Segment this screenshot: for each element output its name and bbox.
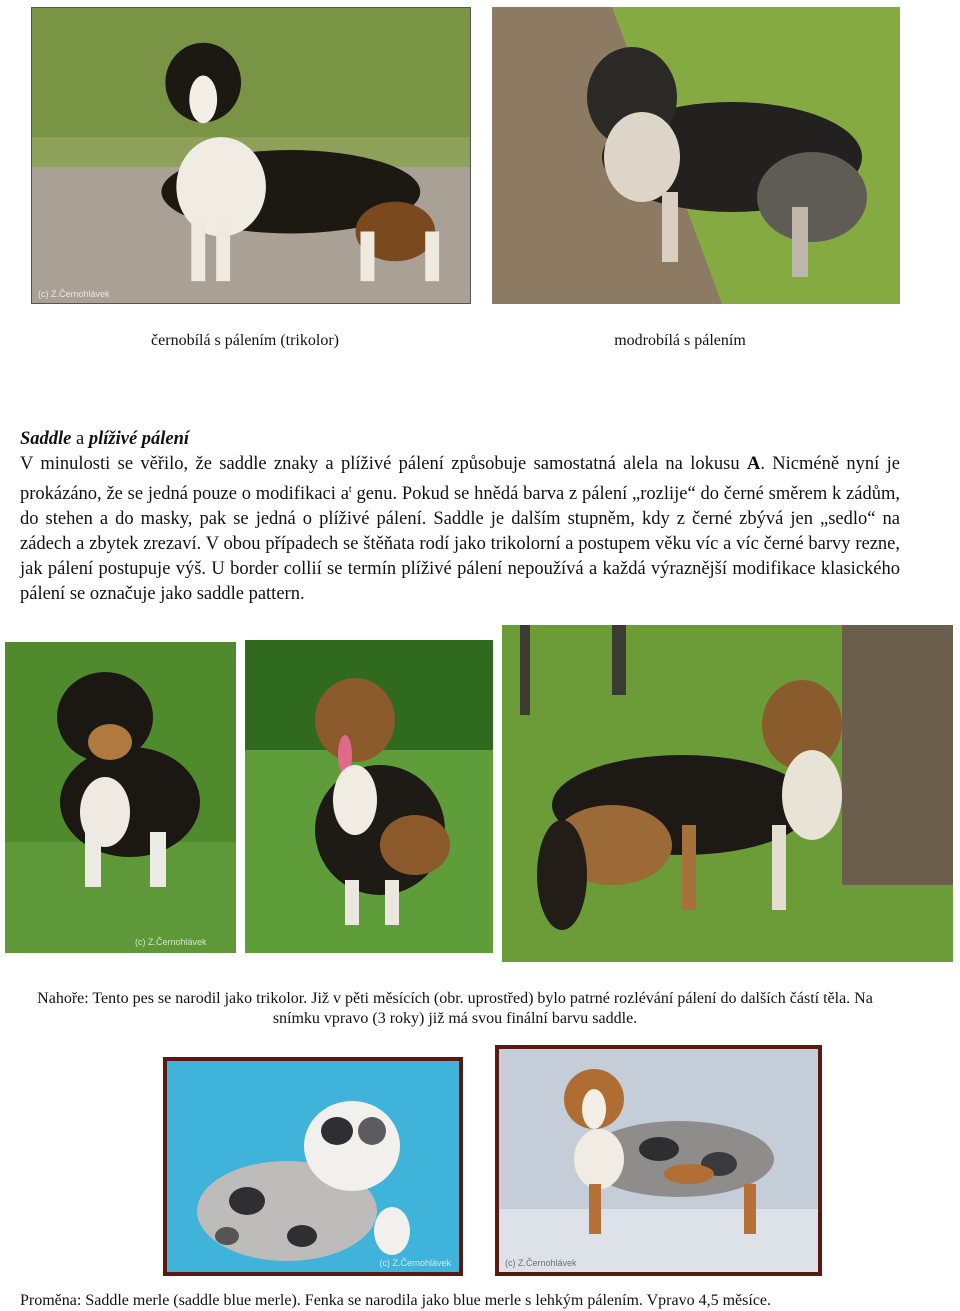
section-title: Saddle a plíživé pálení bbox=[20, 429, 190, 449]
photo-dog-5-months bbox=[245, 640, 493, 953]
caption-bottom: Proměna: Saddle merle (saddle blue merle). Fenka se narodila jako blue merle s lehkým pálením. Vpravo 4,5 měsíce. bbox=[20, 1292, 772, 1309]
photo-dog-3-years-saddle bbox=[502, 625, 953, 962]
section-saddle bbox=[20, 427, 900, 607]
watermark: (c) Z.Černohlávek bbox=[505, 1258, 577, 1268]
photo-tricolor-adult bbox=[31, 7, 471, 304]
watermark: (c) Z.Černohlávek bbox=[379, 1258, 451, 1268]
caption-middle: Nahoře: Tento pes se narodil jako trikolor. Již v pěti měsících (obr. uprostřed) bylo patrné rozlévání pálení do dalších částí těla. Na snímku vpravo (3 roky) již má svou finální barvu saddle. bbox=[37, 990, 873, 1027]
photo-saddle-merle-4-5-months bbox=[495, 1045, 822, 1276]
watermark: (c) Z.Černohlávek bbox=[135, 937, 207, 947]
photo-blue-merle-puppy bbox=[163, 1057, 463, 1276]
caption-blue-tan: modrobílá s pálením bbox=[614, 332, 746, 349]
caption-tricolor: černobílá s pálením (trikolor) bbox=[151, 332, 339, 349]
watermark: (c) Z.Černohlávek bbox=[38, 289, 110, 299]
photo-puppy-tricolor bbox=[5, 642, 236, 953]
section-body: V minulosti se věřilo, že saddle znaky a plíživé pálení způsobuje samostatná alela na lokusu A. Nicméně nyní je prokázáno, že se jedná pouze o modifikaci $a^t$ genu. Pokud se hnědá barva z pálení „rozlije“ do černé směrem k zádům, do stehen a do masky, pak se jedná o plíživé pálení. Saddle je dalším stupněm, kdy z černé zbývá jen „sedlo“ na zádech a zbytek zrezaví. V obou případech se štěňata rodí jako trikolorní a postupem věku víc a víc černé barvy rezne, jak pálení postupuje výš. U border collií se termín plíživé pálení nepoužívá a každá výraznější modifikace klasického pálení se označuje jako saddle pattern. bbox=[20, 454, 901, 605]
photo-blue-tan-adult bbox=[492, 7, 900, 304]
